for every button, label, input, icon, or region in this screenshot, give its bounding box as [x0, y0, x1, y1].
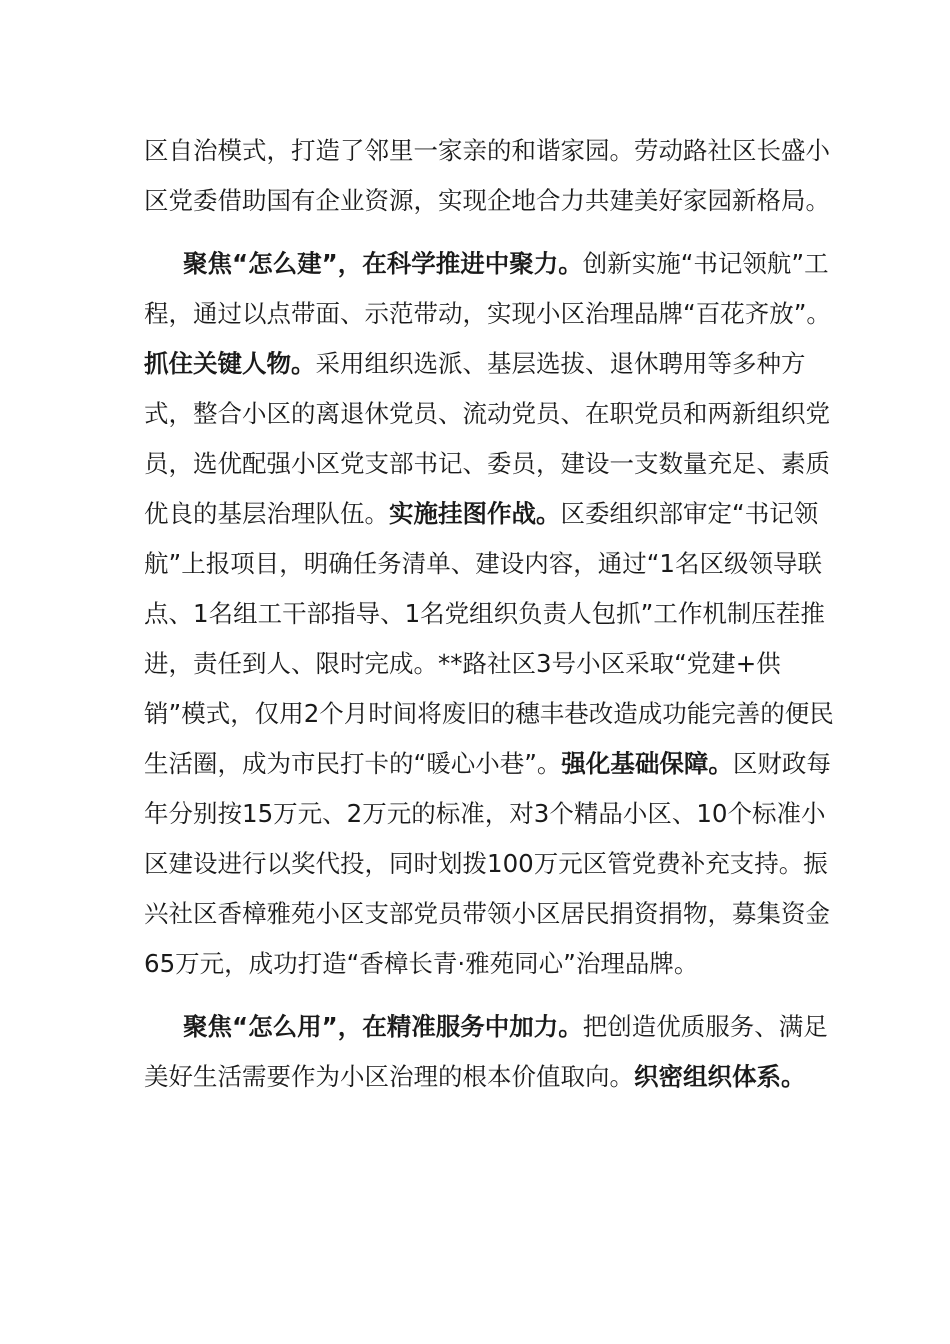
section-heading-use: 聚焦“怎么用”，在精准服务中加力。: [183, 1012, 583, 1041]
paragraph-1: [144, 126, 834, 226]
subheading-basic-guarantee: 强化基础保障。: [561, 749, 733, 778]
paragraph-text: 创新实施“书记领航”工程，通过以点带面、示范带动，实现小区治理品牌“百花齐放”。: [144, 249, 831, 328]
paragraph-text: 采用组织选派、基层选拔、退休聘用等多种方式，整合小区的离退休党员、流动党员、在职党员和两新组织党员，选优配强小区党支部书记、委员，建设一支数量充足、素质优良的基层治理队伍。: [144, 349, 830, 528]
subheading-key-people: 抓住关键人物。: [144, 349, 316, 378]
subheading-map-battle: 实施挂图作战。: [389, 499, 561, 528]
paragraph-text: 区自治模式，打造了邻里一家亲的和谐家园。劳动路社区长盛小区党委借助国有企业资源，实现企地合力共建美好家园新格局。: [144, 136, 830, 215]
document-body: [144, 126, 834, 1102]
subheading-organization-system: 织密组织体系。: [634, 1062, 806, 1091]
paragraph-text: 把创造优质服务、满足美好生活需要作为小区治理的根本价值取向。: [144, 1012, 828, 1091]
section-heading-build: 聚焦“怎么建”，在科学推进中聚力。: [183, 249, 583, 278]
paragraph-2: [144, 239, 834, 989]
paragraph-3: [144, 1002, 834, 1102]
paragraph-text: 区财政每年分别按15万元、2万元的标准，对3个精品小区、10个标准小区建设进行以奖代投，同时划拨100万元区管党费补充支持。振兴社区香樟雅苑小区支部党员带领小区居民捐资捐物，募集资金65万元，成功打造“香樟长青·雅苑同心”治理品牌。: [144, 749, 831, 978]
paragraph-text: 区委组织部审定“书记领航”上报项目，明确任务清单、建设内容，通过“1名区级领导联点、1名组工干部指导、1名党组织负责人包抓”工作机制压茬推进，责任到人、限时完成。**路社区3号小区采取“党建+供销”模式，仅用2个月时间将废旧的穗丰巷改造成功能完善的便民生活圈，成为市民打卡的“暖心小巷”。: [144, 499, 834, 778]
